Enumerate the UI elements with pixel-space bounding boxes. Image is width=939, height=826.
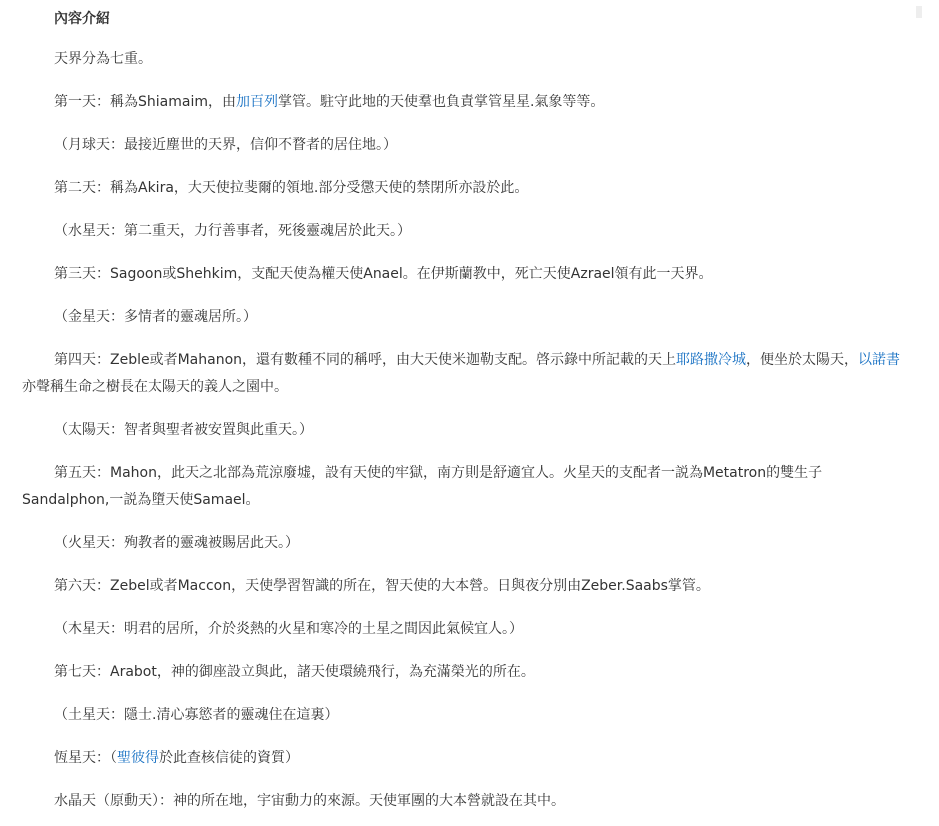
paragraph-text: （土星天：隱士.清心寡慾者的靈魂住在這裏） xyxy=(54,707,339,723)
paragraph-text: 第二天：稱為Akira，大天使拉斐爾的領地.部分受懲天使的禁閉所亦設於此。 xyxy=(54,180,529,196)
paragraph xyxy=(22,210,902,253)
inline-link[interactable]: 加百列 xyxy=(235,94,278,110)
paragraph-text: 第七天：Arabot，神的御座設立與此，諸天使環繞飛行，為充滿榮光的所在。 xyxy=(54,664,535,680)
inline-link[interactable]: 耶路撒冷城 xyxy=(676,352,747,368)
paragraph-text: 掌管。駐守此地的天使羣也負責掌管星星.氣象等等。 xyxy=(277,94,605,110)
paragraph xyxy=(22,737,902,780)
paragraph xyxy=(22,565,902,608)
paragraph-text: ，便坐於太陽天， xyxy=(746,352,859,368)
paragraph xyxy=(22,651,902,694)
paragraph-text: 亦聲稱生命之樹長在太陽天的義人之園中。 xyxy=(22,379,288,395)
paragraph-text: （太陽天：智者與聖者被安置與此重天。） xyxy=(54,422,313,438)
paragraph xyxy=(22,296,902,339)
paragraph-text: （金星天：多情者的靈魂居所。） xyxy=(54,309,257,325)
article-body xyxy=(22,0,902,823)
paragraph-text: 第三天：Sagoon或Shehkim，支配天使為權天使Anael。在伊斯蘭教中，死亡天使Azrael領有此一天界。 xyxy=(54,266,713,282)
paragraph xyxy=(22,522,902,565)
section-heading: 內容介紹 xyxy=(54,11,110,27)
paragraph xyxy=(22,409,902,452)
paragraph-text: 第四天：Zeble或者Mahanon，還有數種不同的稱呼，由大天使米迦勒支配。啓示錄中所記載的天上 xyxy=(54,352,677,368)
paragraph-list xyxy=(22,38,902,823)
paragraph-text: （月球天：最接近塵世的天界，信仰不瞀者的居住地。） xyxy=(54,137,397,153)
paragraph xyxy=(22,167,902,210)
inline-link[interactable]: 聖彼得 xyxy=(117,750,159,766)
paragraph-text: （水星天：第二重天，力行善事者，死後靈魂居於此天。） xyxy=(54,223,411,239)
paragraph xyxy=(22,38,902,81)
paragraph xyxy=(22,608,902,651)
paragraph xyxy=(22,780,902,823)
paragraph-text: 水晶天（原動天）：神的所在地，宇宙動力的來源。天使軍團的大本營就設在其中。 xyxy=(54,793,565,809)
scrollbar-corner xyxy=(916,6,922,18)
paragraph xyxy=(22,339,902,409)
paragraph xyxy=(22,694,902,737)
paragraph-text: 恆星天：（ xyxy=(54,750,117,766)
paragraph xyxy=(22,253,902,296)
paragraph xyxy=(22,124,902,167)
paragraph xyxy=(22,452,902,522)
paragraph-text: 於此查核信徒的資質） xyxy=(159,750,299,766)
paragraph-text: （火星天：殉教者的靈魂被賜居此天。） xyxy=(54,535,299,551)
inline-link[interactable]: 以諾書 xyxy=(858,352,901,368)
paragraph-text: 第六天：Zebel或者Maccon，天使學習智識的所在，智天使的大本營。日與夜分別由Zeber.Saabs掌管。 xyxy=(54,578,710,594)
paragraph-text: （木星天：明君的居所，介於炎熱的火星和寒冷的土星之間因此氣候宜人。） xyxy=(54,621,523,637)
paragraph-text: 第五天：Mahon，此天之北部為荒涼廢墟，設有天使的牢獄，南方則是舒適宜人。火星天的支配者一説為Metatron的雙生子Sandalphon,一説為墮天使Samael。 xyxy=(22,465,823,508)
paragraph xyxy=(22,81,902,124)
paragraph-text: 第一天：稱為Shiamaim，由 xyxy=(54,94,236,110)
paragraph-text: 天界分為七重。 xyxy=(54,51,152,67)
